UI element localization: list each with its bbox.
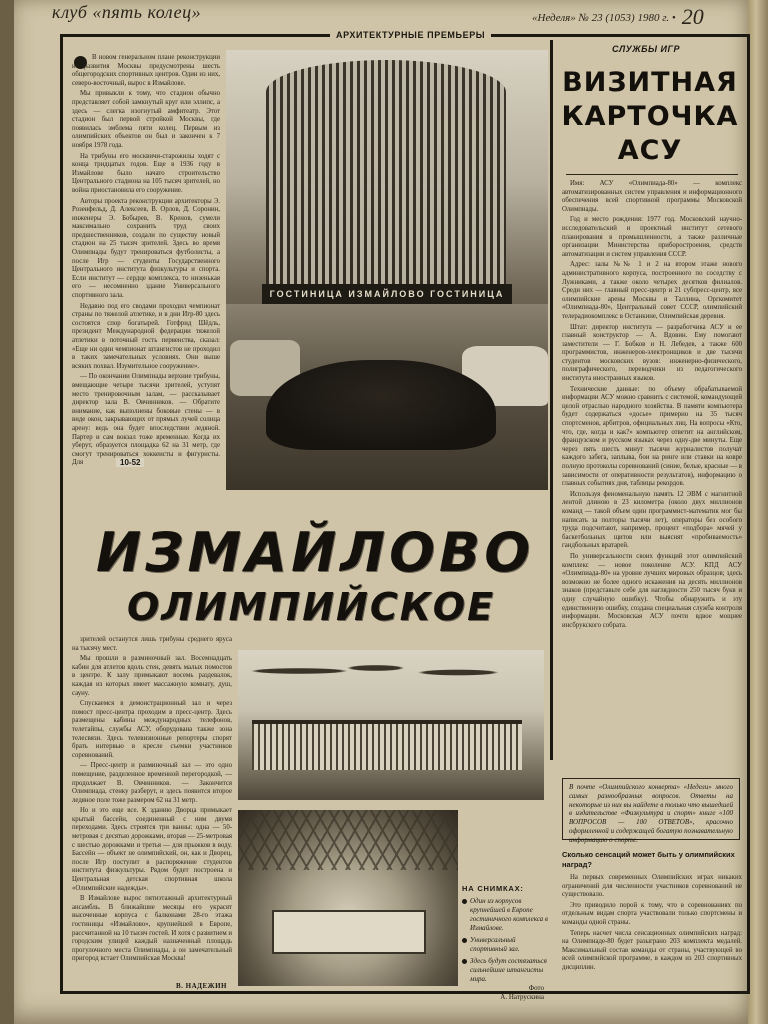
article-author: В. НАДЕЖИН [176,982,227,990]
qa-answer [562,874,742,998]
title-line-1: ВИЗИТНАЯ [562,67,738,98]
column-divider [550,40,553,760]
hall-building [252,720,522,770]
caption-text: Один из корпусов крупнейшей в Европе гостиничного комплекса в Измайлове. [470,897,548,932]
paragraph: Технические данные: по объему обрабатываемой информации АСУ можно сравнить с системой, командующей целой отраслью народного хозяйства. В памяти компьютера будет содержаться «досье» примерно на 35 тысяч спортсменов, арбитров, официальных лиц. На вопросы «Кто, что, где, когда и как?» компьютер ответит на английском, французском и русском языках через одну-две минуты. Еще через пять шесть минут тысячи журналистов получат каждого забега, заплыва, бои на ринге или ставки на ковре полную протоколы соревнований (синие, белые, красные — в зависимости от оперативности результатов), информацию о главных событиях дня, таблицы рекордов. [562,385,742,488]
paragraph: В Измайлове вырос пятиэтажный архитектурный ансамбль. В ближайшие месяцы его украсят высоченные корпуса с балконами 28-го этажа гостиницы «Измайлово», крупнейшей в Европе, рассчитанной на 10 тысяч гостей. И хотя с развитием и городским улицей каждый назначенный площадь прогулочного места Олимпиады, а он замечательный пригород встает Олимпийская Москва! [72,895,232,963]
left-article-bottom [72,636,232,966]
paragraph: Используя феноменальную память 12 ЭВМ с магнитной лентой длиною в 23 километра (около двух миллионов команд — такой объем один программист-математик мог бы написать за полторы тысячи лет), операторы без особого труда подсчитают, например, процент «подбора» мячей у баскетбольных щитов или выяснят «пробиваемость» гандбольных вратарей. [562,490,742,550]
captions-title: НА СНИМКАХ: [462,884,524,893]
page-edge [748,0,768,1024]
paragraph: Мы прошли в разминочный зал. Восемнадцать кабин для атлетов вдоль стен, девять малых помостов в центре. К залу примыкают восемь раздевалок, каждая из которых имеет массажную комнату, душ, сауну. [72,655,232,697]
right-article-title [560,66,740,168]
paragraph: Авторы проекта реконструкции архитекторы Э. Розенфельд, Д. Алексеев, В. Орлов, Д. Соронин, инженеры Э. Бобырев, В. Кренов, сумели максимально сохранить труд своих предшественников, создали по существу новый стадион на 25 тысяч зрителей. Здесь во время Олимпиады будут тренироваться футболисты, а после Игр — студенты Государственного Центрального института физкультуры и спорта. Если институт — сердце комплекса, то низенькая его — несомненно здание Универсального спортивного зала. [72,197,220,300]
paragraph: Штат: директор института — разработчика АСУ и ее главный конструктор — А. Вдовин. Ему помогают заместители — Г. Бобков и Н. Лебедев, а также 600 программистов, инженеров-электронщиков и две тысячи студентов московских вузов: инженерно-физического, полиграфического, переводчики из педагогического института иностранных языков. [562,323,742,383]
paragraph: На первых современных Олимпийских играх никаких ограничений для численности участников соревнований не существовало. [562,874,742,899]
credit-name: А. Натрускина [500,993,544,1001]
promo-box: В почте «Олимпийского конверта» «Недели» много самых разнообразных вопросов. Ответы на некоторые из них вы найдете в только что вышедшей в издательстве «Физкультура и спорт» книге «100 ВОПРОСОВ — 100 ОТВЕТОВ», красочно оформленной и содержащей богатую познавательную информацию о спорте. [562,778,740,840]
paragraph: На трибуны его москвичи-старожилы ходят с конца тридцатых годов. Еще в 1936 году в Измайлове было начато строительство Центрального стадиона на 105 тысяч зрителей, но война приостановила его сооружение. [72,152,220,194]
paragraph: Недавно под его сводами проходил чемпионат страны по тяжелой атлетике, и в дни Игр-80 здесь состоятся спор богатырей. Готфрид Шёдль, президент Международной федерации тяжелой атлетики в поточный гость первенства, сказал: «Еще ни один чемпионат штангистов не проходил в таких замечательных условиях. Они выше всяких похвал. Изумительное сооружение». [72,302,220,370]
paragraph: Но и это еще все. К зданию Дворца примыкает крытый бассейн, соединенный с ним двумя переходами. Здесь строятся три ванны: одна — 50-метровая с десятью дорожками, вторая — 25-метровая с шестью дорожками и третья — для прыжков в воду. Бассейн — объект не олимпийский, он, как и Дворец, после Игр поступит в распоряжение студентов института физкультуры. Рядом будет построена и Центральная детская спортивная школа «Олимпийские надежды». [72,807,232,892]
paragraph: Год и место рождения: 1977 год. Московский научно-исследовательский и проектный институт сетевого планирования в промышленности, а также различные организации Министерства приборостроения, средств автоматизации и систем управления СССР. [562,216,742,258]
caption-item [462,957,550,984]
title-rule [566,174,738,175]
sports-hall-photo [238,650,544,800]
hotel-photo [226,50,548,490]
bullet-icon [462,959,467,964]
paragraph: Спускаемся в демонстрационный зал и через помост пресс-центра проходим в пресс-центр. Здесь размещены кабины международных телефонов, телетайпы, службы АСУ, оборудована также зона телесвязи. Здесь телевизионные репортеры спорят брать интервью в кресле съемки участников соревнований. [72,700,232,759]
caption-item [462,897,550,933]
paragraph: Это приводило порой к тому, что в соревнованиях по отдельным видам спорта участвовали только спортсмены и команды одной страны. [562,901,742,926]
qa-question: Сколько сенсаций может быть у олимпийских наград? [562,850,735,869]
page-number: 20 [681,4,704,29]
paragraph: Адрес: залы №№ 1 и 2 на втором этаже нового административного корпуса, построенного по соседству с Лужниками, а также около четырех десятков филиалов. Среди них — главный пресс-центр и 21 субпресс-центр, все олимпийские арены Москвы и Таллина, Оргкомитет «Олимпиада-80», Центральный совет СССР, олимпийский телерадиокомплекс в Останкине, Олимпийская деревня. [562,261,742,320]
paragraph: — Пресс-центр и разминочный зал — это одно помещение, разделенное временной перегородкой, — продолжает В. Овчинников. — Закончится Олимпиада, стенку разберут, и здесь появится второе ледяное поле тоже размером 62 на 31 метр. [72,762,232,804]
tree-branch [238,656,544,686]
car [266,360,496,450]
title-line-2: КАРТОЧКА [561,101,739,132]
caption-text: Здесь будут состязаться сильнейшие штангисты мира. [470,957,547,983]
paragraph: Мы привыкли к тому, что стадион обычно представляет собой замкнутый круг или эллипс, а здесь — слегка изогнутый амфитеатр. Этот стадион был первой стройкой Москвы, где появилась эмблема пяти колец. Первым из олимпийских объектов он был и закончен к 7 ноября 1978 года. [72,90,220,149]
paragraph: — По окончании Олимпиады верхние трибуны, вмещающие четыре тысячи зрителей, уступят место тренировочным залам, — рассказывает директор зала В. Овчинников. — Обратите внимание, как выполнены боковые стены — в виде окон, закрывающих от прямых лучей солнца арену: ведь она будет впоследствии ледяной. Партер и сам вокзал тоже временные. Когда их уберут, образуется площадка 62 на 31 метр, где смогут тренироваться хоккеисты и фигуристы. Для [72,373,220,467]
hotel-sign: ГОСТИНИЦА ИЗМАЙЛОВО ГОСТИНИЦА [262,284,512,304]
paragraph: В новом генеральном плане реконструкции и развития Москвы предусмотрены шесть общегородских спортивных центров. Один из них, северо-восточный, вырос в Измайлове. [72,54,220,87]
section-label-right: СЛУЖБЫ ИГР [612,44,680,54]
issue-header [532,4,704,30]
photo-captions [462,884,550,987]
hotel-tower [266,60,506,290]
arena-roof [238,810,458,870]
headline-line-1: ИЗМАЙЛОВО [96,521,535,584]
caption-text: Универсальный спортивный зал. [470,936,520,953]
license-plate: 10-52 [116,458,144,467]
bullet-icon [462,938,467,943]
photo-credit [468,984,544,1002]
title-line-3: АСУ [617,135,683,166]
caption-item [462,936,550,954]
bullet-icon [462,899,467,904]
paragraph: По универсальности своих функций этот олимпийский комплекс — новое поколение АСУ. КПД АСУ «Олимпиада-80» на уровне лучших мировых образцов; здесь возможно не более одного искажения на десять миллионов знаков (представьте себе для наглядности 250 тысяч букв и одну случайную ошибку). Чтобы обнаружить и эту единственную ошибку, создана специальная служба контроля информации. Московская АСУ почти вдвое мощнее инсбрукского собрата. [562,552,742,629]
section-label-left: АРХИТЕКТУРНЫЕ ПРЕМЬЕРЫ [330,30,491,40]
arena-floor [272,910,426,954]
right-article-body [562,180,742,772]
headline-line-2: ОЛИМПИЙСКОЕ [126,585,496,629]
paragraph: зрителей останутся лишь трибуны среднего яруса на тысячу мест. [72,636,232,652]
left-article-top [72,54,220,520]
paragraph: Имя: АСУ «Олимпиада-80» — комплекс автоматизированных систем управления и информационного обеспечения всей спортивной программы Московской Олимпиады. [562,180,742,213]
main-headline [96,521,535,630]
issue-info: «Неделя» № 23 (1053) 1980 г. • [532,12,676,24]
credit-label: Фото [528,984,544,992]
rubric-header: клуб «пять колец» [52,2,202,22]
arena-interior-photo [238,810,458,986]
paragraph: Теперь насчет числа сенсационных олимпийских наград: на Олимпиаде-80 будет разыграно 203 комплекта медалей. Максимальный состав команды от страны, участвующей во всей олимпийской программе, в каждом из 203 спортивных дисциплин. [562,929,742,971]
